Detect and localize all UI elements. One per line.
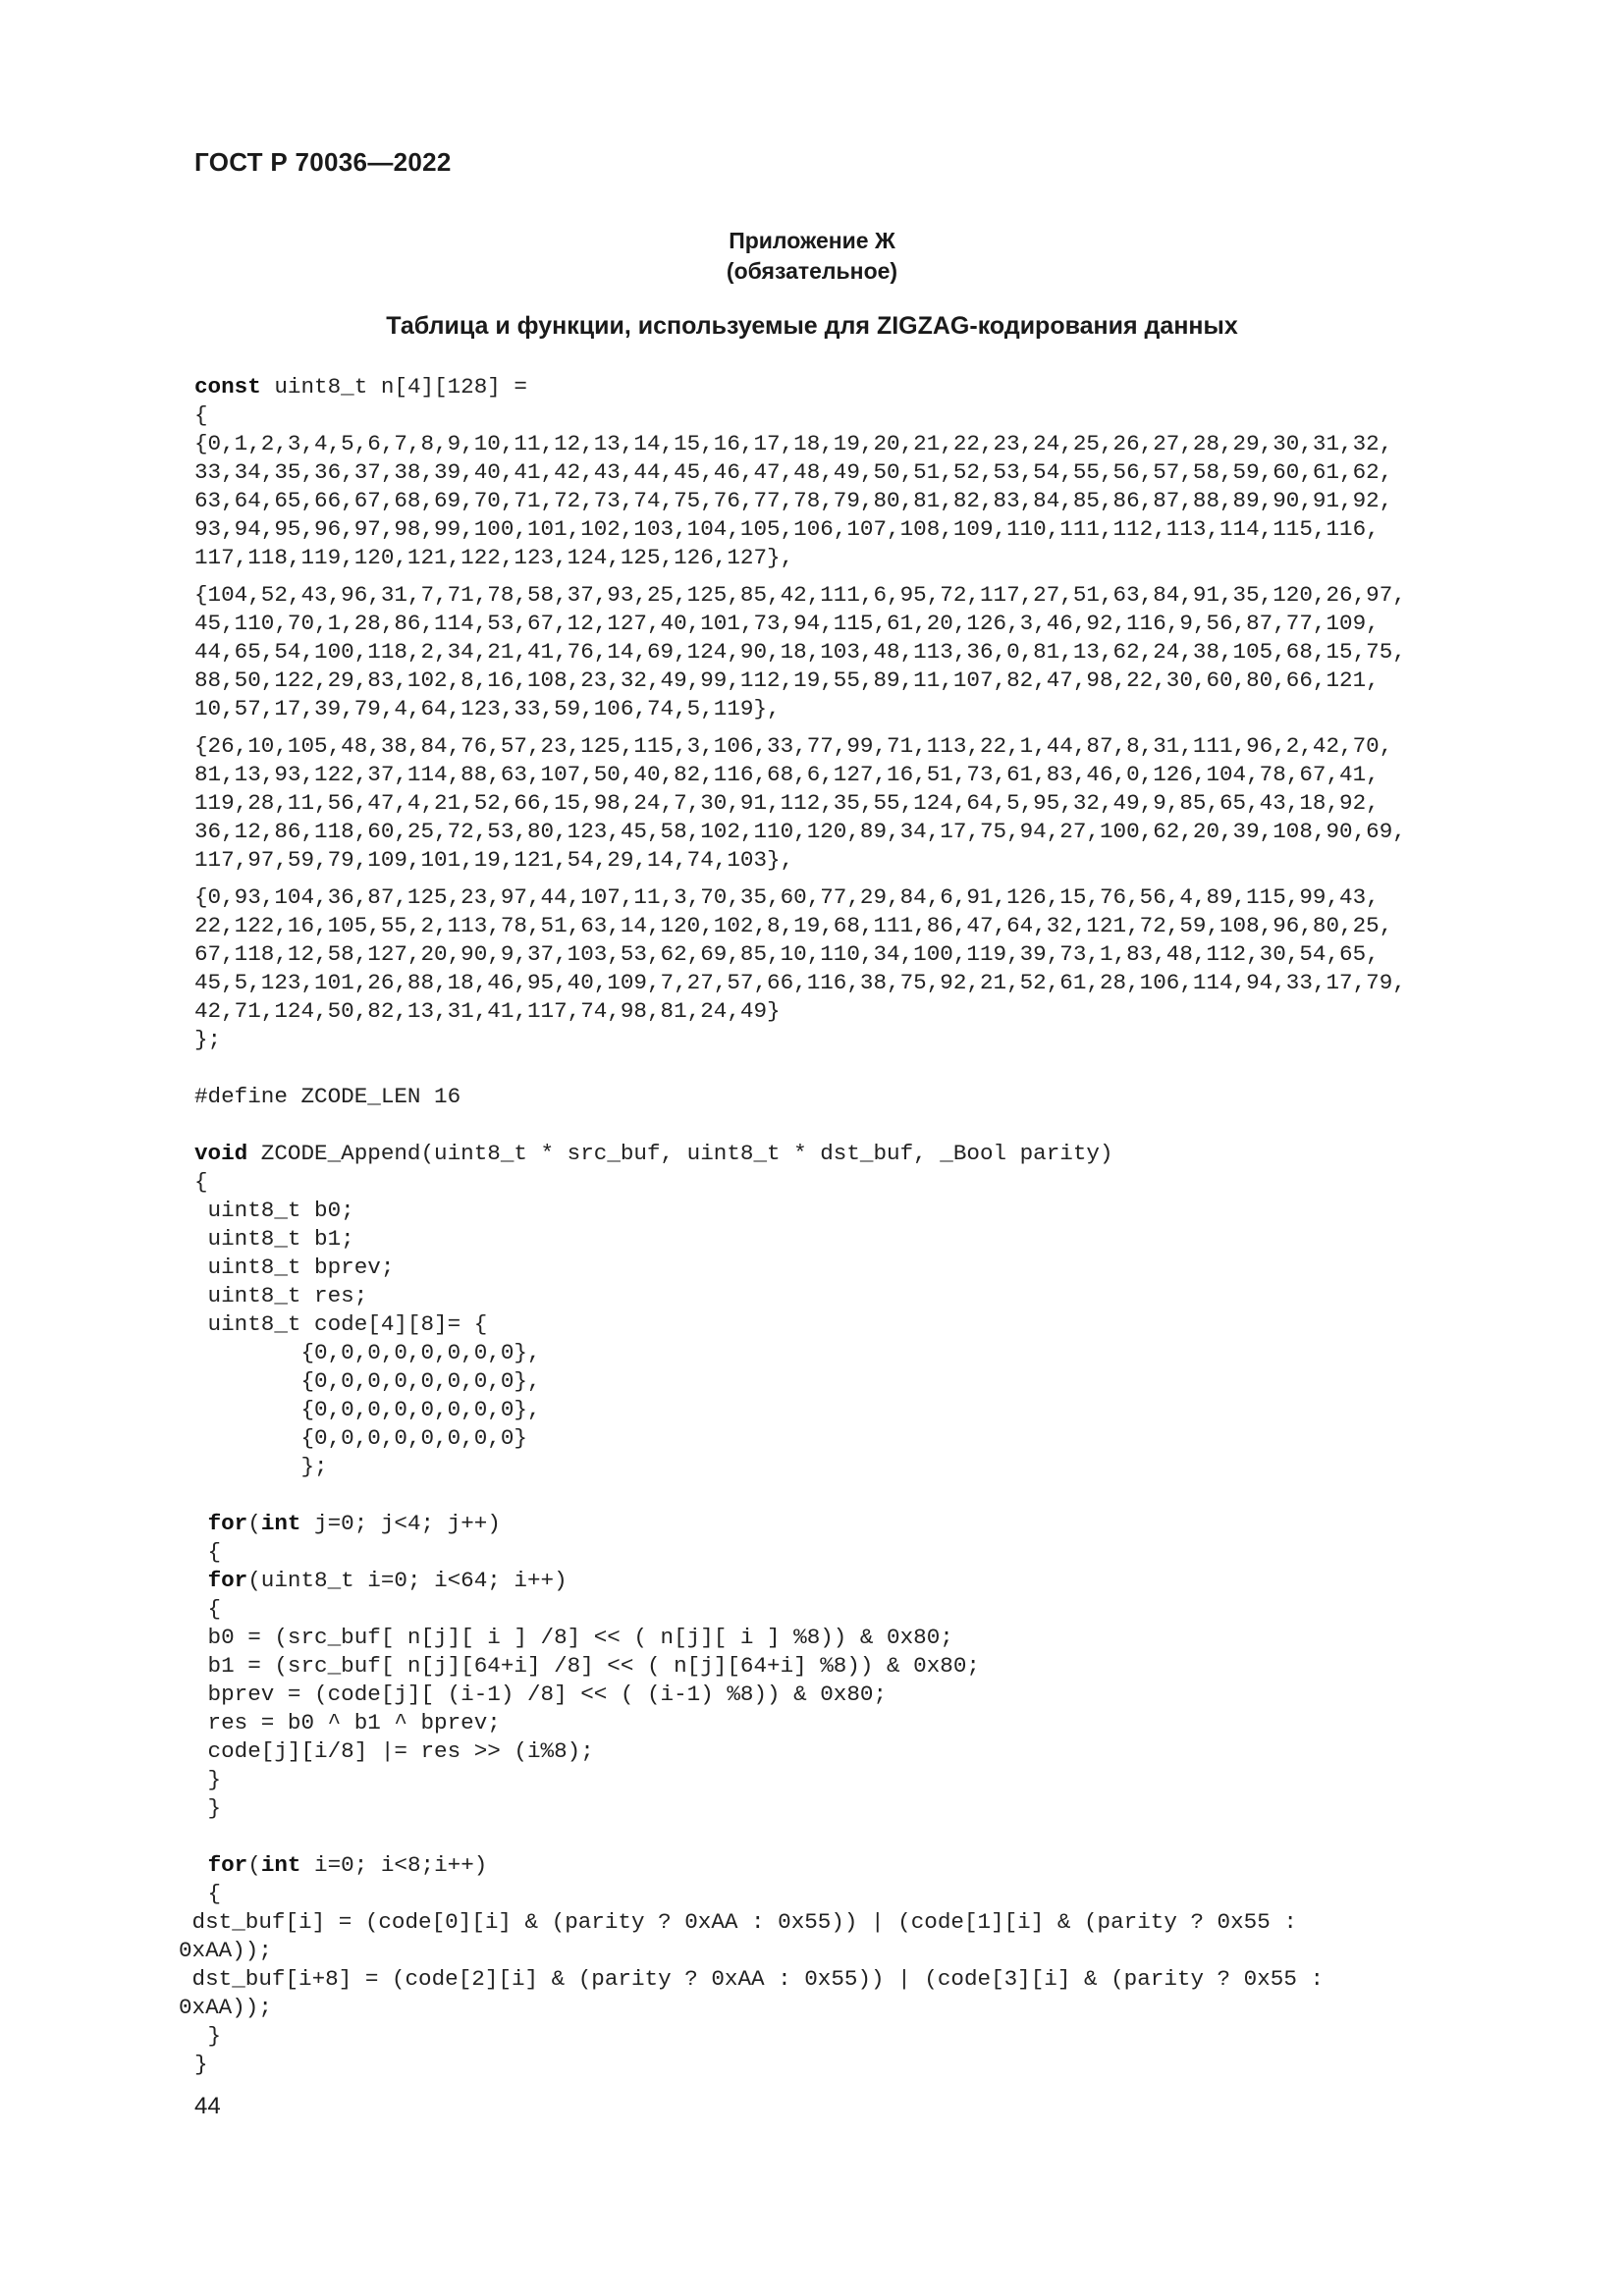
code-line-row3: {26,10,105,48,38,84,76,57,23,125,115,3,106,33,77,99,71,113,22,1,44,87,8,31,111,96,2,42,70, [194,733,1393,759]
code-text: (uint8_t i=0; i<64; i++) [247,1568,568,1593]
code-line: {0,0,0,0,0,0,0,0} [194,1425,527,1451]
code-line: }; [194,1454,328,1479]
code-line: { [194,1596,222,1622]
code-line-define: #define ZCODE_LEN 16 [194,1084,461,1109]
code-line-row3: 119,28,11,56,47,4,21,52,66,15,98,24,7,30,91,112,35,55,124,64,5,95,32,49,9,85,65,43,18,92, [194,790,1380,816]
code-line-row3: 36,12,86,118,60,25,72,53,80,123,45,58,102,110,120,89,34,17,75,94,27,100,62,20,39,108,90,69, [194,819,1406,844]
code-line-row3: 117,97,59,79,109,101,19,121,54,29,14,74,103}, [194,847,794,873]
code-line: }; [194,1027,222,1052]
page-number: 44 [194,2093,221,2119]
code-keyword: for [207,1568,248,1593]
code-line-row1: 117,118,119,120,121,122,123,124,125,126,127}, [194,545,794,570]
code-line: res = b0 ^ b1 ^ bprev; [194,1710,501,1735]
code-line: uint8_t code[4][8]= { [194,1311,488,1337]
code-line: { [194,1539,222,1565]
code-line: uint8_t bprev; [194,1255,395,1280]
code-text: uint8_t n[4][128] = [260,374,527,400]
code-line-loop3 [194,1851,1500,1880]
code-gap [194,1823,1500,1851]
code-gap [194,875,1500,883]
code-line-row2: 44,65,54,100,118,2,34,21,41,76,14,69,124,90,18,103,48,113,36,0,81,13,62,24,38,105,68,15,75, [194,639,1406,665]
code-gap [194,1054,1500,1083]
code-gap [194,1481,1500,1510]
code-text: j=0; j<4; j++) [300,1511,501,1536]
code-line: uint8_t b1; [194,1226,354,1252]
code-line-row2: 45,110,70,1,28,86,114,53,67,12,127,40,101,73,94,115,61,20,126,3,46,92,116,9,56,87,77,109, [194,611,1380,636]
code-line-row4: 45,5,123,101,26,88,18,46,95,40,109,7,27,57,66,116,38,75,92,21,52,61,28,106,114,94,33,17,79, [194,970,1406,995]
code-line: } [194,2023,222,2049]
code-line: } [194,1767,222,1792]
code-line: } [194,1795,222,1821]
code-line: uint8_t res; [194,1283,368,1308]
code-line-row3: 81,13,93,122,37,114,88,63,107,50,40,82,116,68,6,127,16,51,73,61,83,46,0,126,104,78,67,41, [194,762,1380,787]
code-text: i=0; i<8;i++) [300,1852,488,1878]
code-line: 0xAA)); [179,1938,272,1963]
code-text: ( [247,1852,261,1878]
appendix-status: (обязательное) [726,258,898,284]
code-line-row4: {0,93,104,36,87,125,23,97,44,107,11,3,70,35,60,77,29,84,6,91,126,15,76,56,4,89,115,99,43, [194,884,1380,910]
code-line-row4: 67,118,12,58,127,20,90,9,37,103,53,62,69,85,10,110,34,100,119,39,73,1,83,48,112,30,54,65, [194,941,1380,967]
code-line: { [194,1881,222,1906]
code-listing [179,373,1500,2079]
code-line-row1: 33,34,35,36,37,38,39,40,41,42,43,44,45,46,47,48,49,50,51,52,53,54,55,56,57,58,59,60,61,62, [194,459,1393,485]
code-keyword: for [207,1852,248,1878]
code-line: bprev = (code[j][ (i-1) /8] << ( (i-1) %8)) & 0x80; [194,1682,888,1707]
code-line-loop2 [194,1567,1500,1595]
code-gap [194,572,1500,581]
code-keyword: const [194,374,261,400]
code-gap [194,723,1500,732]
code-text: ( [247,1511,261,1536]
code-keyword: void [194,1141,248,1166]
code-line-row4: 42,71,124,50,82,13,31,41,117,74,98,81,24,49} [194,998,781,1024]
code-line: b0 = (src_buf[ n[j][ i ] /8] << ( n[j][ i ] %8)) & 0x80; [194,1625,953,1650]
code-line: code[j][i/8] |= res >> (i%8); [194,1738,594,1764]
code-line: {0,0,0,0,0,0,0,0}, [194,1340,541,1365]
code-line-row1: {0,1,2,3,4,5,6,7,8,9,10,11,12,13,14,15,16,17,18,19,20,21,22,23,24,25,26,27,28,29,30,31,32, [194,431,1393,456]
code-line: {0,0,0,0,0,0,0,0}, [194,1368,541,1394]
code-line: dst_buf[i+8] = (code[2][i] & (parity ? 0xAA : 0x55)) | (code[3][i] & (parity ? 0x55 : [179,1966,1325,1992]
code-line-row2: 10,57,17,39,79,4,64,123,33,59,106,74,5,119}, [194,696,781,721]
appendix-name: Приложение Ж [729,228,895,253]
code-line: 0xAA)); [179,1995,272,2020]
table-title: Таблица и функции, используемые для ZIGZAG-кодирования данных [386,312,1238,340]
code-line: b1 = (src_buf[ n[j][64+i] /8] << ( n[j][64+i] %8)) & 0x80; [194,1653,980,1679]
code-line-row1: 63,64,65,66,67,68,69,70,71,72,73,74,75,76,77,78,79,80,81,82,83,84,85,86,87,88,89,90,91,92, [194,488,1393,513]
code-line: { [194,402,208,428]
code-line: { [194,1169,208,1195]
code-keyword: int [260,1852,301,1878]
code-line-row4: 22,122,16,105,55,2,113,78,51,63,14,120,102,8,19,68,111,86,47,64,32,121,72,59,108,96,80,25, [194,913,1393,938]
code-text: ZCODE_Append(uint8_t * src_buf, uint8_t * dst_buf, _Bool parity) [247,1141,1113,1166]
code-line: {0,0,0,0,0,0,0,0}, [194,1397,541,1422]
code-line: uint8_t b0; [194,1198,354,1223]
code-keyword: int [260,1511,301,1536]
code-line-row2: {104,52,43,96,31,7,71,78,58,37,93,25,125,85,42,111,6,95,72,117,27,51,63,84,91,35,120,26,97, [194,582,1406,608]
code-line-array-decl [194,373,1500,401]
code-line: dst_buf[i] = (code[0][i] & (parity ? 0xAA : 0x55)) | (code[1][i] & (parity ? 0x55 : [179,1909,1297,1935]
code-gap [194,1111,1500,1140]
code-line-loop1 [194,1510,1500,1538]
code-line-func-sig [194,1140,1500,1168]
code-line: } [194,2052,208,2077]
document-header: ГОСТ Р 70036—2022 [194,147,452,177]
code-keyword: for [207,1511,248,1536]
code-line-row1: 93,94,95,96,97,98,99,100,101,102,103,104,105,106,107,108,109,110,111,112,113,114,115,116, [194,516,1380,542]
code-line-row2: 88,50,122,29,83,102,8,16,108,23,32,49,99,112,19,55,89,11,107,82,47,98,22,30,60,80,66,121, [194,667,1380,693]
